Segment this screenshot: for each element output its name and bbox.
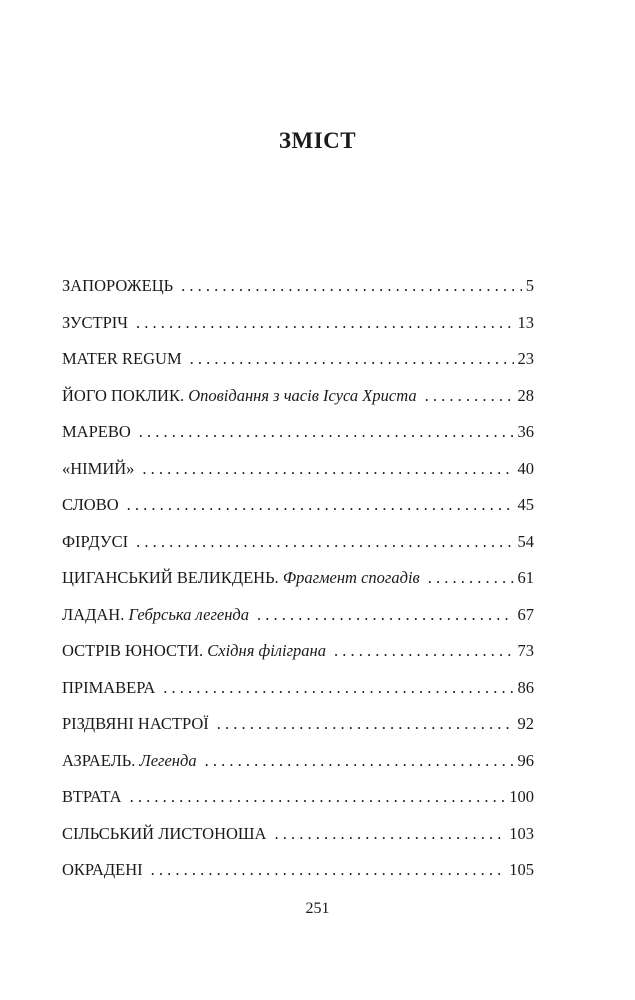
toc-entry[interactable]: [62, 459, 534, 496]
dot-leader: [151, 860, 506, 880]
toc-entry-title: СІЛЬСЬКИЙ ЛИСТОНОША: [62, 823, 267, 843]
toc-entry-page: 61: [517, 568, 534, 587]
toc-entry-title: ПРІМАВЕРА: [62, 677, 156, 697]
toc-entry-title: ЙОГО ПОКЛИК.: [62, 385, 185, 405]
toc-entry[interactable]: [62, 605, 534, 642]
dot-leader: [425, 386, 514, 406]
toc-entry-label: [62, 495, 119, 515]
toc-entry-label: [62, 568, 420, 588]
table-of-contents: [62, 276, 534, 897]
toc-entry-label: [62, 605, 249, 625]
toc-entry-page: 86: [517, 677, 534, 697]
toc-entry-subtitle: Гебрська легенда: [128, 604, 249, 624]
toc-entry[interactable]: [62, 787, 534, 824]
dot-leader: [163, 678, 513, 698]
toc-entry-label: [62, 276, 173, 296]
toc-entry-title: МАРЕВО: [62, 422, 131, 441]
toc-entry-label: [62, 313, 128, 333]
dot-leader: [139, 422, 514, 442]
dot-leader: [127, 495, 514, 515]
toc-entry-label: [62, 751, 197, 771]
toc-entry-subtitle: Оповідання з часів Ісуса Христа: [188, 385, 417, 405]
toc-entry[interactable]: [62, 678, 534, 715]
toc-entry-subtitle: Легенда: [139, 750, 197, 770]
dot-leader: [181, 276, 522, 296]
dot-leader: [190, 349, 514, 369]
page-number: 251: [305, 900, 330, 917]
toc-entry-title: ЗАПОРОЖЕЦЬ: [62, 276, 174, 295]
toc-entry-title: ФІРДУСІ: [62, 531, 129, 551]
toc-entry-subtitle: Східня філіграна: [207, 641, 326, 660]
toc-entry-page: 40: [517, 458, 534, 478]
toc-entry-label: [62, 386, 417, 406]
toc-entry-page: 73: [517, 641, 534, 660]
toc-entry-title: ЦИГАНСЬКИЙ ВЕЛИКДЕНЬ.: [62, 568, 279, 587]
dot-leader: [217, 714, 514, 734]
toc-entry-label: [62, 532, 128, 552]
toc-entry-title: АЗРАЕЛЬ.: [62, 750, 136, 770]
toc-entry-page: 23: [517, 349, 534, 368]
toc-entry-page: 13: [517, 312, 534, 332]
toc-entry-label: [62, 860, 143, 880]
dot-leader: [334, 641, 514, 661]
toc-entry-title: ОСТРІВ ЮНОСТИ.: [62, 641, 204, 660]
dot-leader: [205, 751, 514, 771]
toc-entry-title: ЛАДАН.: [62, 604, 125, 624]
toc-entry-page: 96: [517, 750, 534, 770]
toc-entry-title: «НІМИЙ»: [62, 458, 135, 478]
toc-entry-title: РІЗДВЯНІ НАСТРОЇ: [62, 714, 209, 733]
dot-leader: [257, 605, 514, 625]
toc-entry-title: MATER REGUM: [62, 349, 182, 368]
toc-entry-page: 54: [517, 531, 534, 551]
toc-entry-label: [62, 678, 155, 698]
toc-entry[interactable]: [62, 386, 534, 423]
toc-entry-page: 45: [517, 495, 534, 514]
toc-entry[interactable]: [62, 495, 534, 532]
dot-leader: [142, 459, 513, 479]
toc-entry-page: 67: [517, 604, 534, 624]
toc-entry-page: 100: [509, 787, 534, 806]
toc-entry-label: [62, 349, 182, 369]
toc-entry[interactable]: [62, 568, 534, 605]
toc-entry[interactable]: [62, 276, 534, 313]
dot-leader: [136, 313, 513, 333]
toc-entry[interactable]: [62, 349, 534, 386]
toc-entry[interactable]: [62, 313, 534, 350]
toc-entry[interactable]: [62, 824, 534, 861]
toc-entry-title: СЛОВО: [62, 495, 119, 514]
toc-entry-label: [62, 459, 134, 479]
toc-entry[interactable]: [62, 422, 534, 459]
toc-entry[interactable]: [62, 532, 534, 569]
toc-entry-label: [62, 714, 209, 734]
page-title: ЗМІСТ: [278, 128, 357, 153]
toc-entry[interactable]: [62, 751, 534, 788]
toc-entry-title: ВТРАТА: [62, 787, 122, 806]
toc-entry-label: [62, 787, 122, 807]
toc-entry[interactable]: [62, 641, 534, 678]
dot-leader: [130, 787, 506, 807]
toc-entry-title: ЗУСТРІЧ: [62, 312, 129, 332]
toc-entry-page: 36: [517, 422, 534, 441]
toc-entry-label: [62, 641, 326, 661]
dot-leader: [428, 568, 514, 588]
toc-entry-title: ОКРАДЕНІ: [62, 860, 143, 879]
toc-entry-page: 92: [517, 714, 534, 733]
toc-entry-page: 105: [509, 860, 534, 879]
toc-entry[interactable]: [62, 714, 534, 751]
toc-entry-subtitle: Фрагмент спогадів: [282, 568, 420, 587]
toc-entry-page: 5: [525, 276, 534, 295]
toc-entry-label: [62, 824, 266, 844]
toc-entry-page: 28: [517, 385, 534, 405]
toc-entry-label: [62, 422, 131, 442]
toc-entry[interactable]: [62, 860, 534, 897]
dot-leader: [136, 532, 513, 552]
dot-leader: [274, 824, 505, 844]
toc-entry-page: 103: [509, 823, 534, 843]
